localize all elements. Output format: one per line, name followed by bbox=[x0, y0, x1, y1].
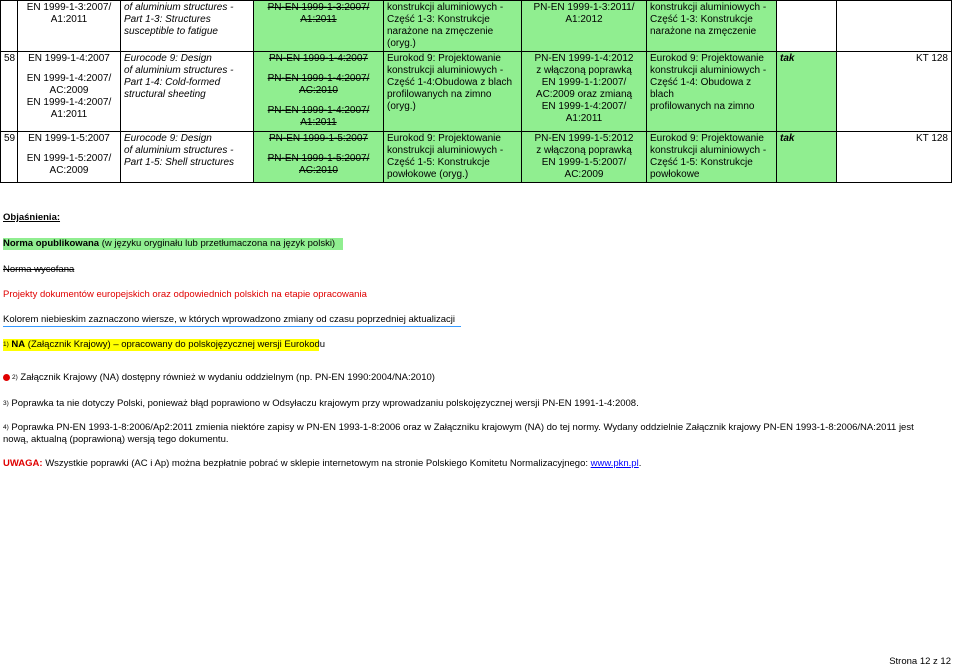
red-dot-icon bbox=[3, 374, 10, 381]
pn-en-current-cell: PN-EN 1999-1-3:2011/ A1:2012 bbox=[522, 1, 647, 52]
pn-en-withdrawn-cell: PN-EN 1999-1-4:2007 PN-EN 1999-1-4:2007/ AC:2010 PN-EN 1999-1-4:2007/ A1:2011 bbox=[254, 52, 384, 132]
pn-title-polish-cell: Eurokod 9: Projektowanie konstrukcji aluminiowych - Część 1-4: Obudowa z blach profilowanych na zimno bbox=[647, 52, 777, 132]
na-status-cell: tak bbox=[777, 52, 837, 132]
en-title-cell: Eurocode 9: Design of aluminium structures - Part 1-4: Cold-formed structural sheeting bbox=[121, 52, 254, 132]
pn-en-current-cell: PN-EN 1999-1-5:2012 z włączoną poprawką EN 1999-1-5:2007/ AC:2009 bbox=[522, 132, 647, 183]
notes-heading: Objaśnienia: bbox=[3, 212, 61, 223]
pn-title-original-cell: Eurokod 9: Projektowanie konstrukcji aluminiowych - Część 1-4:Obudowa z blach profilowanych na zimno (oryg.) bbox=[384, 52, 522, 132]
note-blue-rows: Kolorem niebieskim zaznaczono wiersze, w których wprowadzono zmiany od czasu poprzedniej aktualizacji bbox=[3, 314, 461, 327]
row-number bbox=[1, 1, 18, 52]
pkn-link[interactable]: www.pkn.pl bbox=[590, 458, 639, 469]
na-status-cell: tak bbox=[777, 132, 837, 183]
row-number: 58 bbox=[1, 52, 18, 132]
note-published: Norma opublikowana (w języku oryginału lub przetłumaczona na język polski) bbox=[3, 238, 343, 250]
note-uwaga: UWAGA: Wszystkie poprawki (AC i Ap) można bezpłatnie pobrać w sklepie internetowym na stronie Polskiego Komitetu Normalizacyjnego: www.pkn.pl. bbox=[3, 458, 642, 469]
note-2: $^{2)}$ Załącznik Krajowy (NA) dostępny również w wydaniu oddzielnym (np. PN-EN 1990:2004/NA:2010) bbox=[3, 372, 435, 384]
pn-title-polish-cell: Eurokod 9: Projektowanie konstrukcji aluminiowych - Część 1-5: Konstrukcje powłokowe bbox=[647, 132, 777, 183]
committee-cell: KT 128 bbox=[837, 52, 952, 132]
note-1: $^{1)}$ NA (Załącznik Krajowy) – opracowany do polskojęzycznej wersji Eurokodu bbox=[3, 339, 326, 350]
table-row bbox=[1, 1, 952, 52]
en-standard-cell: EN 1999-1-4:2007 EN 1999-1-4:2007/ AC:2009 EN 1999-1-4:2007/ A1:2011 bbox=[18, 52, 121, 132]
note-projects: Projekty dokumentów europejskich oraz odpowiednich polskich na etapie opracowania bbox=[3, 289, 367, 300]
note-3: $^{3)}$ Poprawka ta nie dotyczy Polski, ponieważ błąd poprawiono w Odsyłaczu krajowym przy wprowadzaniu polskojęzycznej wersji PN-EN 1991-1-4:2008. bbox=[3, 398, 639, 409]
standards-table bbox=[0, 0, 952, 183]
table-row bbox=[1, 52, 952, 132]
pn-title-original-cell: Eurokod 9: Projektowanie konstrukcji aluminiowych - Część 1-5: Konstrukcje powłokowe (oryg.) bbox=[384, 132, 522, 183]
pn-en-withdrawn-cell: PN-EN 1999-1-5:2007 PN-EN 1999-1-5:2007/ AC:2010 bbox=[254, 132, 384, 183]
table-row bbox=[1, 132, 952, 183]
na-status-cell bbox=[777, 1, 837, 52]
note-withdrawn: Norma wycofana bbox=[3, 264, 75, 275]
page-number: Strona 12 z 12 bbox=[889, 656, 951, 667]
pn-title-polish-cell: konstrukcji aluminiowych - Część 1-3: Konstrukcje narażone na zmęczenie bbox=[647, 1, 777, 52]
en-title-cell: of aluminium structures - Part 1-3: Structures susceptible to fatigue bbox=[121, 1, 254, 52]
en-standard-cell: EN 1999-1-3:2007/ A1:2011 bbox=[18, 1, 121, 52]
en-standard-cell: EN 1999-1-5:2007 EN 1999-1-5:2007/ AC:2009 bbox=[18, 132, 121, 183]
note-4-cont: nową, aktualną (poprawioną) wersją tego dokumentu. bbox=[3, 434, 229, 445]
pn-en-withdrawn-cell: PN-EN 1999-1-3:2007/ A1:2011 bbox=[254, 1, 384, 52]
row-number: 59 bbox=[1, 132, 18, 183]
pn-en-current-cell: PN-EN 1999-1-4:2012 z włączoną poprawką EN 1999-1-1:2007/ AC:2009 oraz zmianą EN 1999-1-4:2007/ A1:2011 bbox=[522, 52, 647, 132]
committee-cell: KT 128 bbox=[837, 132, 952, 183]
pn-title-original-cell: konstrukcji aluminiowych - Część 1-3: Konstrukcje narażone na zmęczenie (oryg.) bbox=[384, 1, 522, 52]
committee-cell bbox=[837, 1, 952, 52]
note-4: $^{4)}$ Poprawka PN-EN 1993-1-8:2006/Ap2:2011 zmienia niektóre zapisy w PN-EN 1993-1-8:2006 oraz w Załączniku krajowym (NA) do tej normy. Wydany oddzielnie Załącznik krajowy PN-EN 1993-1-8:2006/NA:2011 jest bbox=[3, 422, 914, 433]
en-title-cell: Eurocode 9: Design of aluminium structures - Part 1-5: Shell structures bbox=[121, 132, 254, 183]
